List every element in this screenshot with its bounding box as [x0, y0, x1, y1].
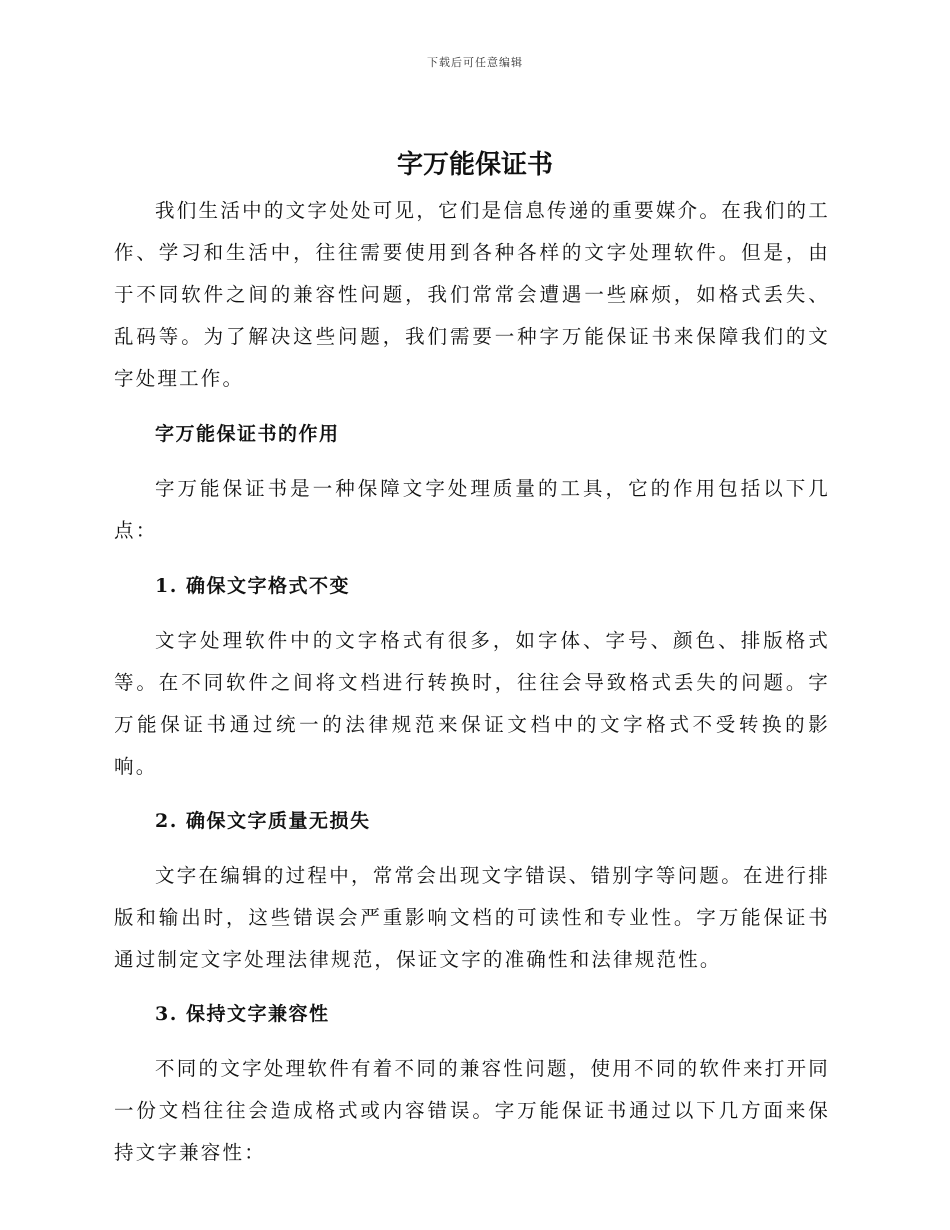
point-3-paragraph: 不同的文字处理软件有着不同的兼容性问题，使用不同的软件来打开同一份文档往往会造成格式或内容错误。字万能保证书通过以下几方面来保持文字兼容性： — [114, 1057, 830, 1164]
document-body — [114, 190, 830, 1174]
point-2-paragraph: 文字在编辑的过程中，常常会出现文字错误、错别字等问题。在进行排版和输出时，这些错误会严重影响文档的可读性和专业性。字万能保证书通过制定文字处理法律规范，保证文字的准确性和法律规范性。 — [114, 864, 830, 971]
intro-paragraph: 我们生活中的文字处处可见，它们是信息传递的重要媒介。在我们的工作、学习和生活中，往往需要使用到各种各样的文字处理软件。但是，由于不同软件之间的兼容性问题，我们常常会遭遇一些麻烦，如格式丢失、乱码等。为了解决这些问题，我们需要一种字万能保证书来保障我们的文字处理工作。 — [114, 199, 830, 390]
section-heading: 字万能保证书的作用 — [155, 423, 340, 445]
section-intro-paragraph: 字万能保证书是一种保障文字处理质量的工具，它的作用包括以下几点： — [114, 477, 830, 542]
point-2-heading: 2. 确保文字质量无损失 — [155, 810, 371, 832]
document-title: 字万能保证书 — [396, 150, 553, 180]
point-1-paragraph: 文字处理软件中的文字格式有很多，如字体、字号、颜色、排版格式等。在不同软件之间将文档进行转换时，往往会导致格式丢失的问题。字万能保证书通过统一的法律规范来保证文档中的文字格式不受转换的影响。 — [114, 629, 830, 778]
point-3-heading: 3. 保持文字兼容性 — [155, 1003, 330, 1025]
header-note: 下载后可任意编辑 — [427, 56, 523, 69]
point-1-heading: 1. 确保文字格式不变 — [155, 575, 350, 597]
